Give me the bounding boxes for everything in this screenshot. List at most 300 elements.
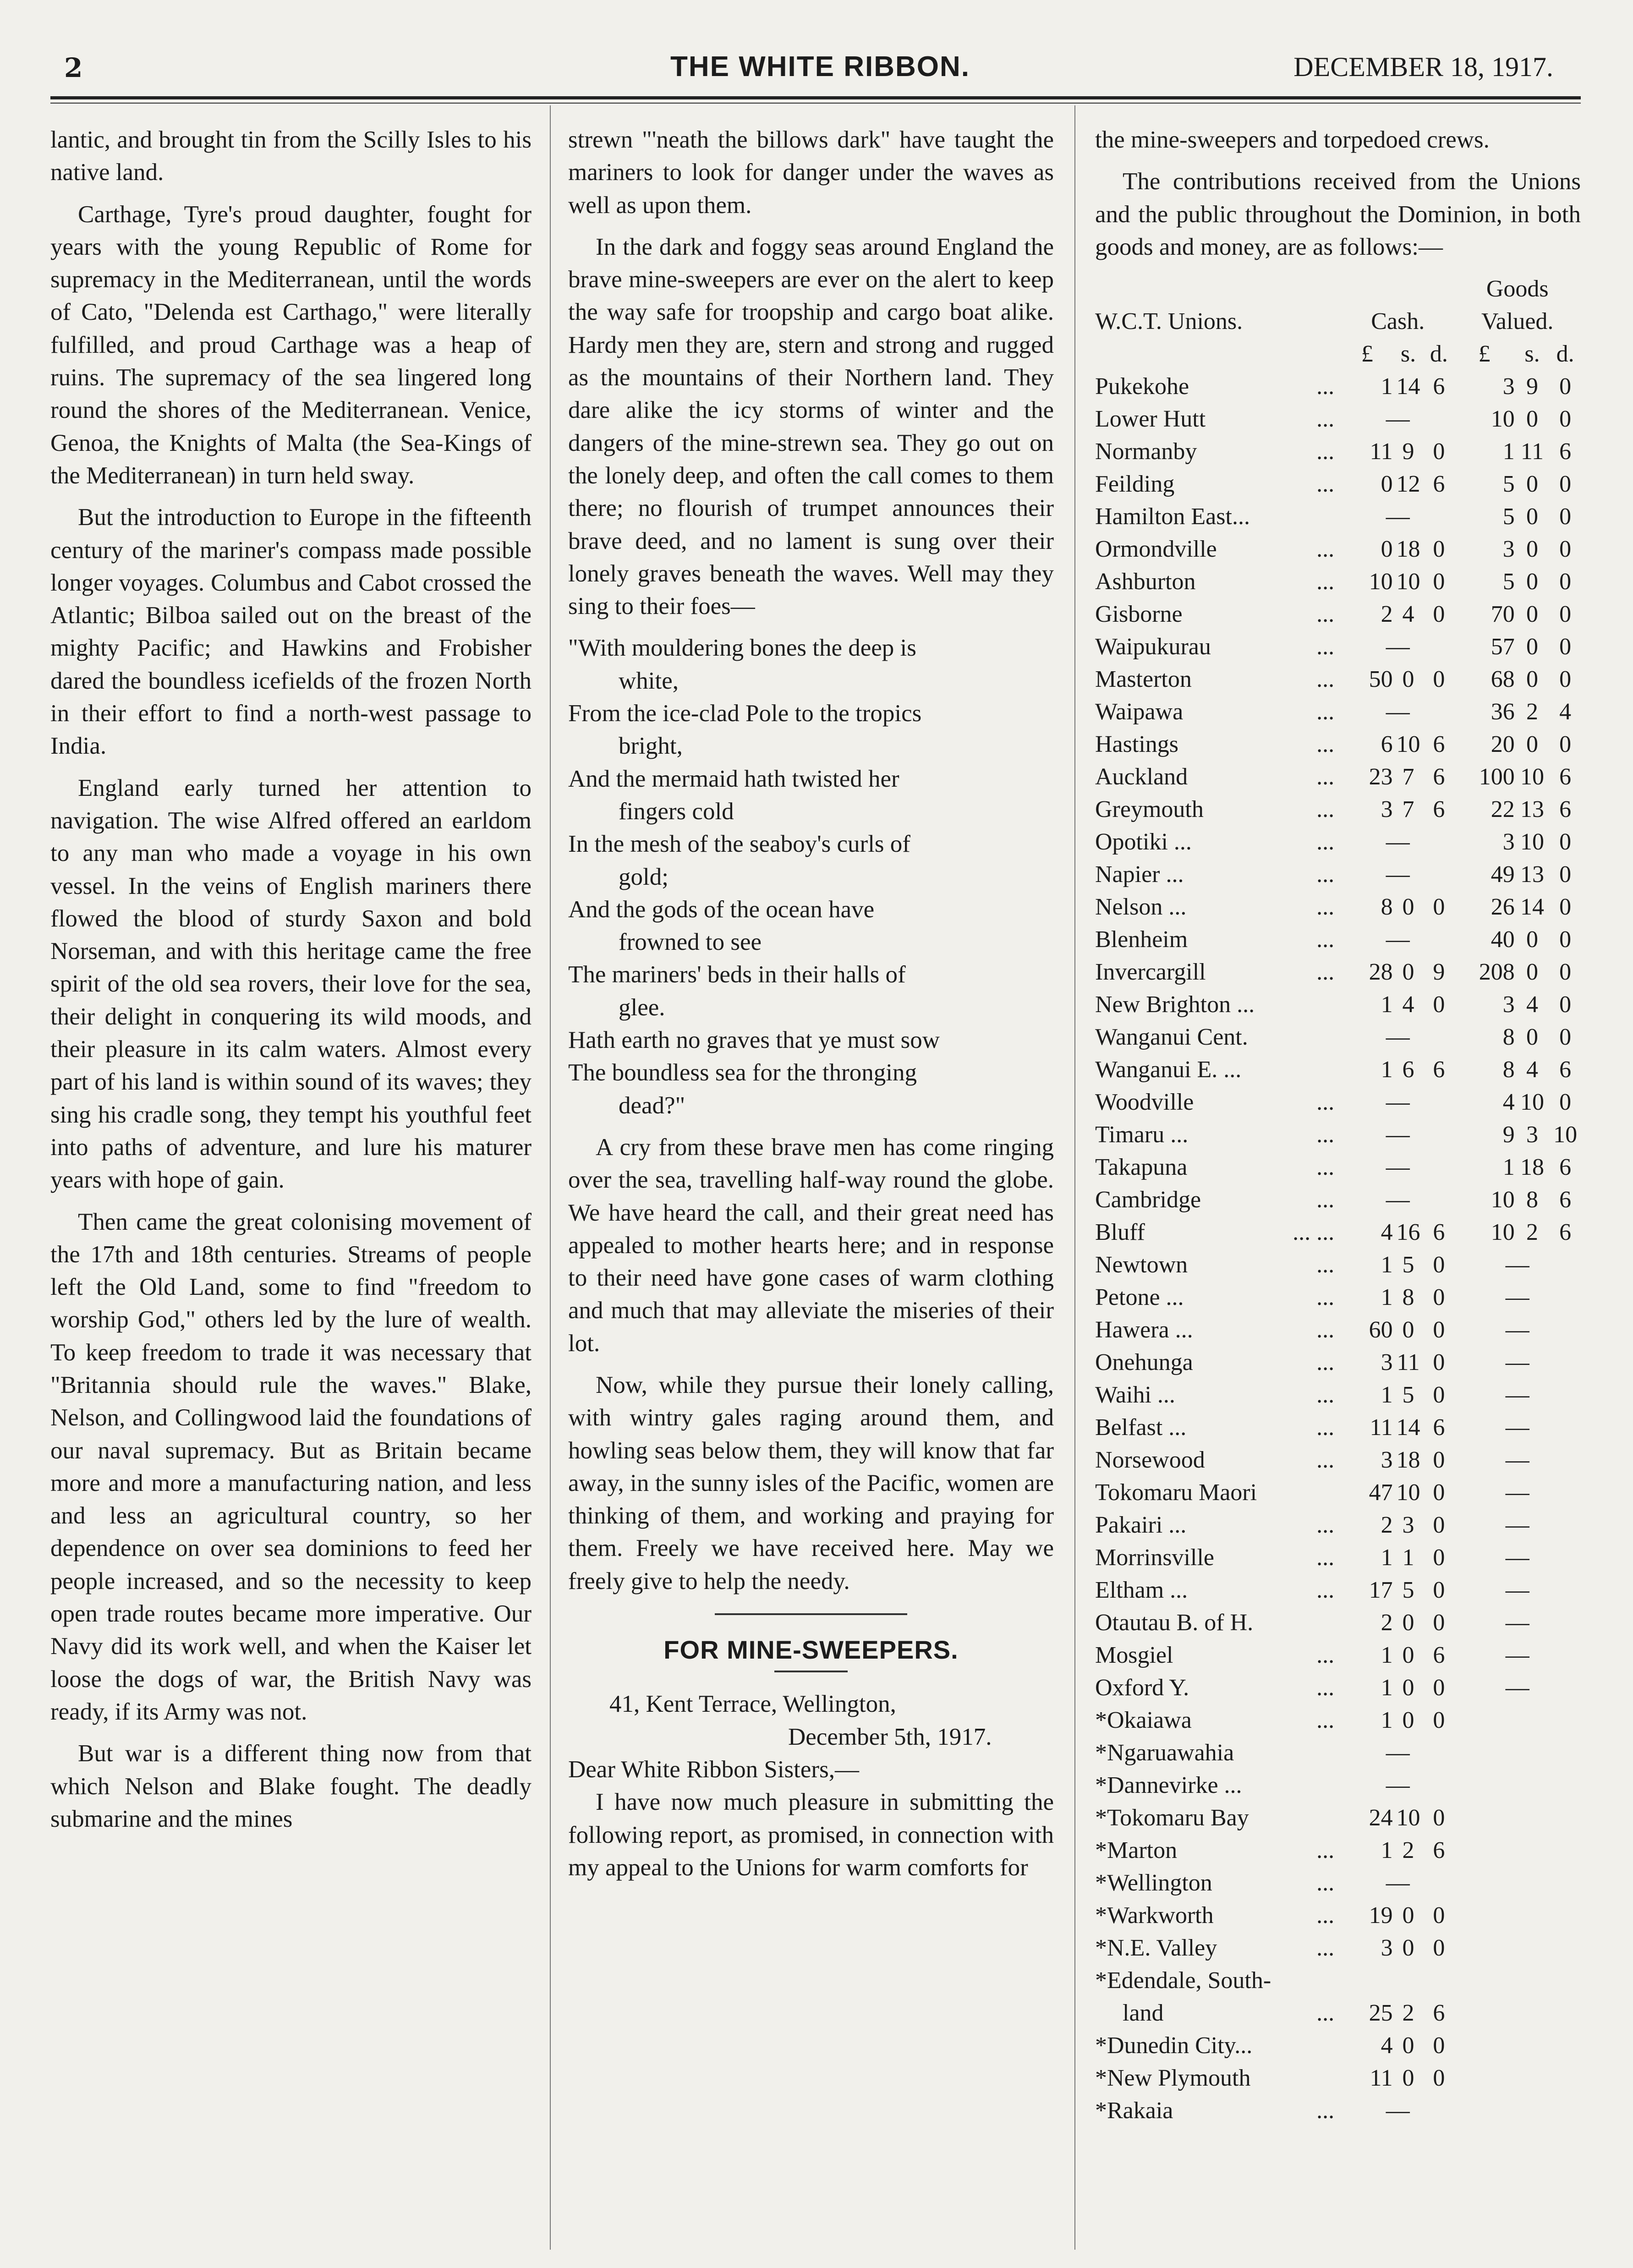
cash-dash: — — [1386, 1187, 1410, 1213]
goods-pence: 6 — [1559, 1219, 1572, 1246]
union-name — [1095, 565, 1342, 598]
goods-pence: 6 — [1559, 438, 1572, 465]
cash-pounds: 0 — [1381, 536, 1393, 563]
paragraph: Then came the great colonising movement of the 17th and 18th centuries. Streams of people left the Old Land, some to find "freedom to worship God," others led by the lure of wealth. To keep freedom to trade it was necessary that "Britannia should rule the waves." Blake, Nelson, and Collingwood laid the foundations of our naval supremacy. But as Britain became more and more a manufacturing nation, and less and less an agricultural country, so her dependence on over sea dominions to feed her people increased, and so the necessity to keep open trade routes became more imperative. Our Navy did its work well, and when the Kaiser let loose the dogs of war, the British Navy was ready, if its Army was not. — [50, 1208, 532, 1725]
paragraph: The contributions received from the Unions and the public throughout the Dominion, in both goods and money, are as follows:— — [1095, 168, 1581, 260]
goods-pence: 0 — [1559, 1024, 1572, 1051]
goods-shillings: 3 — [1526, 1122, 1538, 1148]
goods-pence: 0 — [1559, 504, 1572, 530]
goods-pounds: 208 — [1479, 959, 1515, 986]
cash-pounds: 1 — [1381, 1545, 1393, 1571]
union-label: Invercargill — [1095, 959, 1206, 986]
cash-pence: 0 — [1433, 1545, 1445, 1571]
cash-header: Cash. — [1371, 308, 1425, 335]
table-row — [1095, 891, 1581, 923]
table-row — [1095, 533, 1581, 565]
leader-dots: ... — [1316, 2098, 1335, 2124]
cash-shillings: 7 — [1402, 764, 1414, 790]
goods-pounds: 57 — [1491, 634, 1515, 660]
goods-empty — [1454, 1704, 1581, 1737]
table-row — [1095, 468, 1581, 500]
table-row — [1095, 761, 1581, 793]
union-name — [1095, 468, 1342, 500]
leader-dots: ... — [1316, 1447, 1335, 1474]
union-name — [1095, 1997, 1342, 2029]
leader-dots: ... — [1316, 438, 1335, 465]
cash-pence: 0 — [1433, 536, 1445, 563]
goods-shillings: 0 — [1526, 959, 1538, 986]
table-row — [1095, 1411, 1581, 1444]
poem-line: The boundless sea for the thronging — [568, 1059, 917, 1086]
union-label: *Marton — [1095, 1837, 1178, 1864]
union-name — [1095, 1281, 1342, 1314]
goods-header: Valued. — [1481, 308, 1554, 335]
goods-dash: — — [1505, 1642, 1529, 1669]
leader-dots: ... — [1316, 2000, 1335, 2027]
table-row — [1095, 598, 1581, 630]
leader-dots: ... — [1316, 471, 1335, 498]
cash-shillings: 10 — [1396, 569, 1420, 595]
union-name — [1095, 1639, 1342, 1671]
leader-dots: ... — [1316, 959, 1335, 986]
table-row — [1095, 728, 1581, 761]
goods-dash: — — [1505, 1382, 1529, 1408]
goods-pounds: 70 — [1491, 601, 1515, 628]
table-header-row — [1095, 305, 1581, 338]
cash-pounds: 1 — [1381, 1675, 1393, 1701]
cash-shillings: 18 — [1396, 1447, 1420, 1474]
goods-pounds: 3 — [1502, 992, 1515, 1018]
unit-pence: d. — [1430, 341, 1448, 367]
union-name — [1095, 598, 1342, 630]
leader-dots: ... — [1316, 796, 1335, 823]
goods-pounds: 8 — [1502, 1057, 1515, 1083]
cash-shillings: 6 — [1402, 1057, 1414, 1083]
goods-empty — [1454, 1997, 1581, 2029]
union-label: Hastings — [1095, 731, 1178, 758]
newspaper-title: THE WHITE RIBBON. — [670, 51, 970, 82]
goods-pounds: 1 — [1502, 438, 1515, 465]
union-name — [1095, 1737, 1342, 1769]
goods-empty — [1454, 1802, 1581, 1834]
cash-pounds: 2 — [1381, 1610, 1393, 1636]
goods-shillings: 13 — [1520, 861, 1544, 888]
poem-line: And the mermaid hath twisted her — [568, 765, 899, 792]
goods-shillings: 0 — [1526, 731, 1538, 758]
leader-dots: ... — [1316, 1707, 1335, 1734]
unions-header: W.C.T. Unions. — [1095, 308, 1243, 335]
cash-shillings: 18 — [1396, 536, 1420, 563]
column-divider — [550, 105, 551, 2250]
leader-dots: ... — [1316, 731, 1335, 758]
cash-pounds: 50 — [1369, 666, 1393, 693]
cash-dash: — — [1386, 1122, 1410, 1148]
goods-shillings: 0 — [1526, 1024, 1538, 1051]
cash-dash: — — [1386, 1089, 1410, 1116]
union-label: Feilding — [1095, 471, 1175, 498]
poem-line: gold; — [619, 863, 669, 890]
table-row — [1095, 2062, 1581, 2094]
union-label: Oxford Y. — [1095, 1675, 1189, 1701]
cash-pounds: 1 — [1381, 1057, 1393, 1083]
goods-dash: — — [1505, 1479, 1529, 1506]
goods-pence: 6 — [1559, 1154, 1572, 1181]
table-row — [1095, 1704, 1581, 1737]
leader-dots: ... — [1316, 926, 1335, 953]
goods-dash: — — [1505, 1414, 1529, 1441]
union-name — [1095, 1216, 1342, 1249]
goods-shillings: 0 — [1526, 536, 1538, 563]
cash-pence: 0 — [1433, 1577, 1445, 1604]
union-name — [1095, 988, 1342, 1021]
leader-dots: ... — [1316, 1870, 1335, 1896]
contributions-table — [1095, 273, 1581, 2127]
goods-shillings: 0 — [1526, 471, 1538, 498]
column-3 — [1095, 124, 1581, 2127]
cash-pence: 0 — [1433, 438, 1445, 465]
leader-dots: ... — [1316, 569, 1335, 595]
table-row — [1095, 630, 1581, 663]
union-name — [1095, 1053, 1342, 1086]
union-name — [1095, 403, 1342, 435]
union-label: Opotiki ... — [1095, 829, 1192, 855]
union-name — [1095, 1509, 1342, 1541]
goods-pence: 6 — [1559, 1187, 1572, 1213]
union-label: Woodville — [1095, 1089, 1194, 1116]
union-name — [1095, 923, 1342, 956]
cash-pence: 6 — [1433, 731, 1445, 758]
table-row — [1095, 826, 1581, 858]
paragraph: the mine-sweepers and torpedoed crews. — [1095, 126, 1490, 153]
goods-pence: 0 — [1559, 601, 1572, 628]
union-label: Petone ... — [1095, 1284, 1184, 1311]
unit-shillings: s. — [1524, 341, 1540, 367]
goods-pence: 0 — [1559, 731, 1572, 758]
paragraph: Carthage, Tyre's proud daughter, fought for years with the young Republic of Rome for supremacy in the Mediterranean, until the words of Cato, "Delenda est Carthago," were literally fulfilled, and proud Carthage was a heap of ruins. The supremacy of the sea lingered long round the shores of the Mediterranean. Venice, Genoa, the Knights of Malta (the Sea-Kings of the Mediterranean) in turn held sway. — [50, 201, 532, 489]
poem-line: fingers cold — [619, 798, 734, 825]
header-rule-thick — [50, 96, 1581, 99]
page-header — [60, 46, 1581, 96]
union-label: *Dunedin City... — [1095, 2032, 1253, 2059]
cash-pence: 0 — [1433, 1382, 1445, 1408]
cash-shillings: 0 — [1402, 666, 1414, 693]
table-row — [1095, 2029, 1581, 2062]
table-row — [1095, 1118, 1581, 1151]
union-label: *Tokomaru Bay — [1095, 1805, 1249, 1831]
leader-dots: ... — [1316, 894, 1335, 920]
union-name — [1095, 1151, 1342, 1183]
union-label: Belfast ... — [1095, 1414, 1187, 1441]
union-label: Takapuna — [1095, 1154, 1188, 1181]
cash-shillings: 0 — [1402, 1610, 1414, 1636]
goods-pounds: 1 — [1502, 1154, 1515, 1181]
cash-pounds: 28 — [1369, 959, 1393, 986]
cash-dash: — — [1386, 861, 1410, 888]
cash-pence: 0 — [1433, 1707, 1445, 1734]
cash-pounds: 4 — [1381, 2032, 1393, 2059]
table-row — [1095, 1769, 1581, 1802]
cash-pence: 0 — [1433, 1284, 1445, 1311]
column-2 — [568, 124, 1054, 1893]
cash-pounds: 11 — [1370, 2065, 1393, 2092]
table-row — [1095, 1509, 1581, 1541]
goods-shillings: 2 — [1526, 699, 1538, 725]
goods-dash: — — [1505, 1675, 1529, 1701]
poem-line: glee. — [619, 994, 665, 1021]
union-name — [1095, 1802, 1342, 1834]
union-name — [1095, 2029, 1342, 2062]
leader-dots: ... — [1316, 829, 1335, 855]
cash-pounds: 2 — [1381, 601, 1393, 628]
table-row — [1095, 1379, 1581, 1411]
cash-dash: — — [1386, 699, 1410, 725]
leader-dots: ... — [1316, 1349, 1335, 1376]
union-name — [1095, 761, 1342, 793]
goods-shillings: 0 — [1526, 634, 1538, 660]
cash-pounds: 6 — [1381, 731, 1393, 758]
table-row — [1095, 1574, 1581, 1606]
union-name — [1095, 1867, 1342, 1899]
goods-pounds: 3 — [1502, 373, 1515, 400]
column-divider — [1074, 105, 1075, 2250]
union-label: Greymouth — [1095, 796, 1204, 823]
cash-pounds: 3 — [1381, 1935, 1393, 1961]
table-row — [1095, 1346, 1581, 1379]
table-row — [1095, 663, 1581, 696]
goods-pence: 0 — [1559, 634, 1572, 660]
poem-line: frowned to see — [619, 929, 762, 956]
cash-shillings: 0 — [1402, 2065, 1414, 2092]
table-row — [1095, 1541, 1581, 1574]
cash-pence: 0 — [1433, 1935, 1445, 1961]
table-row — [1095, 988, 1581, 1021]
union-label: Hawera ... — [1095, 1317, 1193, 1343]
goods-pounds: 5 — [1502, 504, 1515, 530]
letter-date: December 5th, 1917. — [788, 1723, 992, 1750]
leader-dots: ... — [1316, 634, 1335, 660]
union-label: New Brighton ... — [1095, 992, 1255, 1018]
goods-dash: — — [1505, 1252, 1529, 1278]
page-number: 2 — [64, 52, 83, 83]
poem-line: And the gods of the ocean have — [568, 896, 875, 923]
table-row — [1095, 696, 1581, 728]
union-name — [1095, 1541, 1342, 1574]
leader-dots: ... — [1316, 1675, 1335, 1701]
goods-dash: — — [1505, 1512, 1529, 1539]
goods-pence: 0 — [1559, 829, 1572, 855]
union-name — [1095, 696, 1342, 728]
table-row — [1095, 1249, 1581, 1281]
cash-pence: 0 — [1433, 2065, 1445, 2092]
cash-pence: 6 — [1433, 796, 1445, 823]
table-row — [1095, 1964, 1581, 1997]
union-label: *Rakaia — [1095, 2098, 1173, 2124]
leader-dots: ... — [1316, 601, 1335, 628]
goods-shillings: 0 — [1526, 666, 1538, 693]
heading-underline — [774, 1671, 848, 1672]
union-label: Gisborne — [1095, 601, 1183, 628]
union-name — [1095, 1606, 1342, 1639]
union-name — [1095, 1021, 1342, 1053]
union-label: Napier ... — [1095, 861, 1184, 888]
union-label: Tokomaru Maori — [1095, 1479, 1257, 1506]
cash-dash: — — [1386, 829, 1410, 855]
cash-shillings: 1 — [1402, 1545, 1414, 1571]
cash-pence: 0 — [1433, 1902, 1445, 1929]
union-label: Bluff — [1095, 1219, 1145, 1246]
cash-pounds: 11 — [1370, 438, 1393, 465]
cash-pence: 0 — [1433, 1349, 1445, 1376]
unit-pound: £ — [1478, 341, 1491, 367]
union-label: Pakairi ... — [1095, 1512, 1187, 1539]
leader-dots: ... — [1316, 1545, 1335, 1571]
union-name — [1095, 1086, 1342, 1118]
goods-pence: 6 — [1559, 796, 1572, 823]
cash-pence: 6 — [1433, 1642, 1445, 1669]
goods-pence: 0 — [1559, 406, 1572, 433]
union-label: Masterton — [1095, 666, 1192, 693]
union-name — [1095, 1671, 1342, 1704]
cash-shillings: 0 — [1402, 1935, 1414, 1961]
poem-line: From the ice-clad Pole to the tropics — [568, 700, 922, 727]
union-name — [1095, 2062, 1342, 2094]
goods-pounds: 5 — [1502, 471, 1515, 498]
cash-pence: 0 — [1433, 1512, 1445, 1539]
cash-dash: — — [1386, 1870, 1410, 1896]
cash-dash: — — [1386, 1740, 1410, 1766]
cash-pence: 6 — [1433, 1219, 1445, 1246]
union-name — [1095, 1346, 1342, 1379]
cash-pounds: 23 — [1369, 764, 1393, 790]
cash-dash: — — [1386, 406, 1410, 433]
cash-dash: — — [1386, 634, 1410, 660]
goods-dash: — — [1505, 1577, 1529, 1604]
leader-dots: ... — [1316, 1577, 1335, 1604]
union-name — [1095, 1834, 1342, 1867]
goods-pence: 0 — [1559, 471, 1572, 498]
union-name — [1095, 1574, 1342, 1606]
union-name — [1095, 1704, 1342, 1737]
union-label: Morrinsville — [1095, 1545, 1214, 1571]
cash-pounds: 4 — [1381, 1219, 1393, 1246]
leader-dots: ... — [1316, 1382, 1335, 1408]
goods-pounds: 26 — [1491, 894, 1515, 920]
goods-pounds: 9 — [1502, 1122, 1515, 1148]
union-name — [1095, 858, 1342, 891]
goods-pounds: 40 — [1491, 926, 1515, 953]
cash-dash: — — [1386, 1772, 1410, 1799]
cash-shillings: 16 — [1396, 1219, 1420, 1246]
union-label: *Warkworth — [1095, 1902, 1214, 1929]
union-name — [1095, 370, 1342, 403]
leader-dots: ... — [1316, 666, 1335, 693]
table-row — [1095, 1932, 1581, 1964]
leader-dots: ... — [1316, 1837, 1335, 1864]
cash-shillings: 10 — [1396, 731, 1420, 758]
table-row — [1095, 1183, 1581, 1216]
union-name — [1095, 826, 1342, 858]
cash-pence: 6 — [1433, 1414, 1445, 1441]
union-name — [1095, 435, 1342, 468]
goods-pence: 6 — [1559, 764, 1572, 790]
union-label: Onehunga — [1095, 1349, 1193, 1376]
cash-pence: 0 — [1433, 569, 1445, 595]
table-row — [1095, 956, 1581, 988]
goods-shillings: 0 — [1526, 601, 1538, 628]
union-name — [1095, 1444, 1342, 1476]
table-row — [1095, 370, 1581, 403]
leader-dots: ... — [1316, 1414, 1335, 1441]
goods-dash: — — [1505, 1349, 1529, 1376]
goods-header: Goods — [1486, 276, 1549, 302]
leader-dots: ... — [1316, 1902, 1335, 1929]
cash-shillings: 12 — [1396, 471, 1420, 498]
paragraph: But the introduction to Europe in the fifteenth century of the mariner's compass made possible longer voyages. Columbus and Cabot crossed the Atlantic; Bilboa sailed out on the breast of the mighty Pacific; and Hawkins and Frobisher dared the boundless icefields of the frozen North in their effort to find a north-west passage to India. — [50, 504, 532, 760]
goods-shillings: 0 — [1526, 926, 1538, 953]
table-row — [1095, 1606, 1581, 1639]
poem-line: The mariners' beds in their halls of — [568, 961, 906, 988]
union-label: Mosgiel — [1095, 1642, 1173, 1669]
goods-dash: — — [1505, 1610, 1529, 1636]
cash-shillings: 0 — [1402, 894, 1414, 920]
table-row — [1095, 1314, 1581, 1346]
goods-pence: 0 — [1559, 861, 1572, 888]
cash-shillings: 4 — [1402, 992, 1414, 1018]
goods-pounds: 22 — [1491, 796, 1515, 823]
goods-empty — [1454, 2094, 1581, 2127]
union-name — [1095, 1411, 1342, 1444]
goods-dash: — — [1505, 1317, 1529, 1343]
leader-dots: ... — [1316, 536, 1335, 563]
goods-shillings: 4 — [1526, 1057, 1538, 1083]
union-label: land — [1123, 2000, 1164, 2027]
cash-pence: 0 — [1433, 1805, 1445, 1831]
cash-pounds: 3 — [1381, 1349, 1393, 1376]
goods-empty — [1454, 2029, 1581, 2062]
goods-empty — [1454, 1899, 1581, 1932]
union-label: Ashburton — [1095, 569, 1196, 595]
goods-pence: 0 — [1559, 992, 1572, 1018]
issue-date: DECEMBER 18, 1917. — [1293, 52, 1553, 82]
paragraph: A cry from these brave men has come ringing over the sea, travelling half-way round the globe. We have heard the call, and their great need has appealed to mother hearts here; and in response to their need have gone cases of warm clothing and much that may alleviate the miseries of their lot. — [568, 1134, 1054, 1357]
leader-dots: ... — [1316, 764, 1335, 790]
cash-shillings: 9 — [1402, 438, 1414, 465]
goods-pence: 0 — [1559, 1089, 1572, 1116]
poem-line: "With mouldering bones the deep is — [568, 635, 916, 662]
goods-pence: 0 — [1559, 894, 1572, 920]
union-label: Auckland — [1095, 764, 1188, 790]
goods-pounds: 3 — [1502, 829, 1515, 855]
cash-pounds: 10 — [1369, 569, 1393, 595]
leader-dots: ... — [1316, 1512, 1335, 1539]
paragraph: In the dark and foggy seas around England the brave mine-sweepers are ever on the alert to keep the way safe for troopship and cargo boat alike. Hardy men they are, stern and strong and rugged as the mountains of their Northern land. They dare alike the icy storms of winter and the dangers of the mine-strewn sea. They go out on the lonely deep, and often the call comes to them there; no flourish of trumpet announces their brave deed, and no lament is sung over their lonely graves beneath the waves. Well may they sing to their foes— — [568, 233, 1054, 620]
table-row — [1095, 1476, 1581, 1509]
goods-pounds: 5 — [1502, 569, 1515, 595]
unit-shillings: s. — [1400, 341, 1416, 367]
goods-shillings: 9 — [1526, 373, 1538, 400]
cash-shillings: 14 — [1396, 1414, 1420, 1441]
goods-pence: 0 — [1559, 569, 1572, 595]
goods-shillings: 10 — [1520, 1089, 1544, 1116]
unit-pound: £ — [1361, 341, 1373, 367]
cash-pence: 0 — [1433, 1252, 1445, 1278]
union-label: *Edendale, South- — [1095, 1967, 1271, 1994]
cash-dash: — — [1386, 504, 1410, 530]
leader-dots: ... — [1316, 1154, 1335, 1181]
cash-shillings: 7 — [1402, 796, 1414, 823]
union-label: Nelson ... — [1095, 894, 1187, 920]
union-label: Lower Hutt — [1095, 406, 1206, 433]
